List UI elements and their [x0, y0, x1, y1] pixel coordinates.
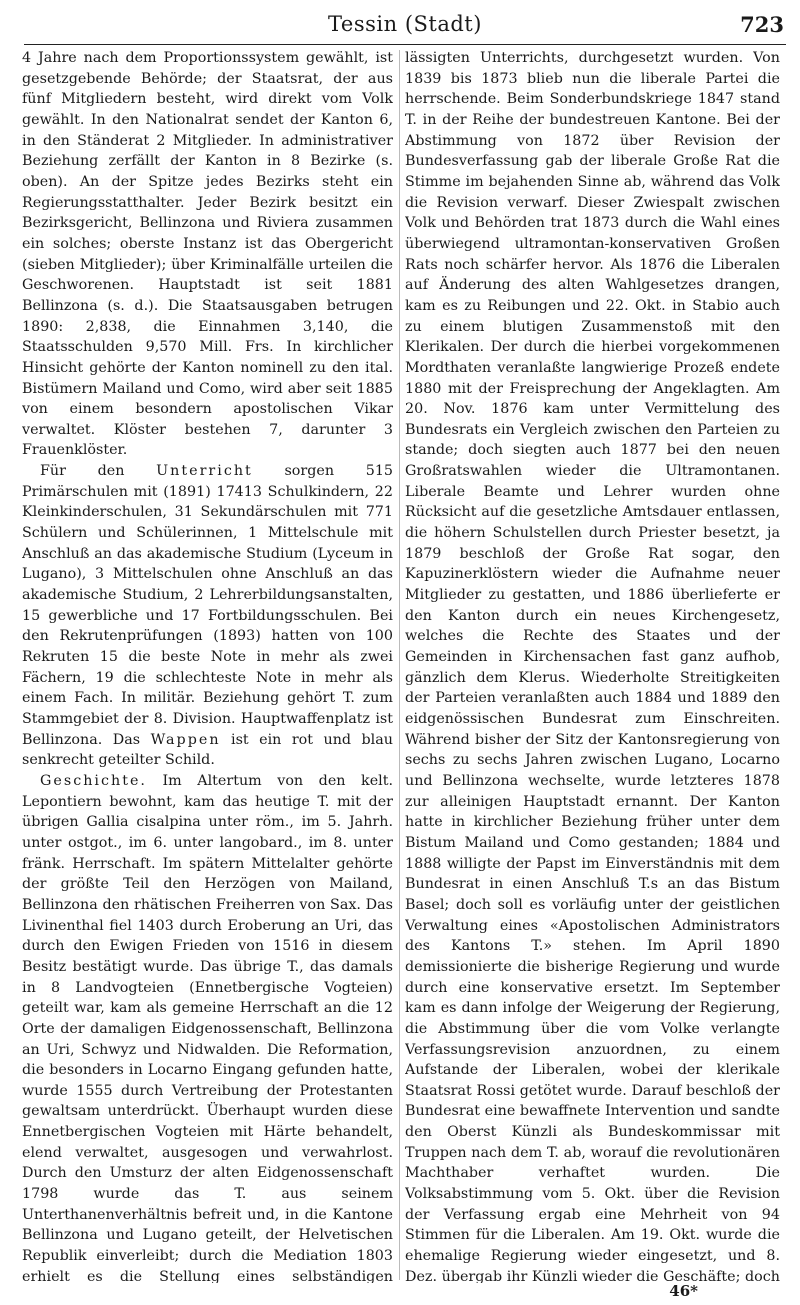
spaced-heading-geschichte: Geschichte.	[40, 772, 147, 789]
paragraph-history	[22, 771, 393, 1283]
text-run: sorgen 515 Primärschulen mit (1891) 17413 Schulkindern, 22 Kleinkinderschulen, 31 Sekundärschulen mit 771 Schülern und Schülerinnen, 1 Mittelschule mit Anschluß an das akademische Studium (Lyceum in Lugano), 3 Mittelschulen ohne Anschluß an das akademische Studium, 2 Lehrerbildungsanstalten, 15 gewerbliche und 17 Fortbildungsschulen. Bei den Rekrutenprüfungen (1893) hatten von 100 Rekruten 15 die beste Note in mehr als zwei Fächern, 19 die schlechteste Note in mehr als einem Fach. In militär. Beziehung gehört T. zum Stammgebiet der 8. Division. Hauptwaffenplatz ist Bellinzona. Das	[22, 463, 393, 748]
page-number: 723	[740, 12, 784, 37]
running-head: Tessin (Stadt)	[328, 12, 482, 36]
left-column	[22, 48, 393, 1283]
paragraph-history-continued: lässigten Unterrichts, durchgesetzt wurden. Von 1839 bis 1873 blieb nun die liberale Partei die herrschende. Beim Sonderbundskriege 1847 stand T. in der Reihe der bundestreuen Kantone. Bei der Abstimmung von 1872 über Revision der Bundesverfassung gab der liberale Große Rat die Stimme im bejahenden Sinne ab, während das Volk die Revision verwarf. Dieser Zwiespalt zwischen Volk und Behörden trat 1873 durch die Wahl eines überwiegend ultramontan-konservativen Großen Rats noch schärfer hervor. Als 1876 die Liberalen auf Änderung des alten Wahlgesetzes drangen, kam es zu Reibungen und 22. Okt. in Stabio auch zu einem blutigen Zusammenstoß mit den Klerikalen. Der durch die hierbei vorgekommenen Mordthaten veranlaßte langwierige Prozeß endete 1880 mit der Freisprechung der Angeklagten. Am 20. Nov. 1876 kam unter Vermittelung des Bundesrats ein Vergleich zwischen den Parteien zu stande; doch siegten auch 1877 bei den neuen Großratswahlen wieder die Ultramontanen. Liberale Beamte und Lehrer wurden ohne Rücksicht auf die gesetzliche Amtsdauer entlassen, die höhern Schulstellen durch Priester besetzt, ja 1879 beschloß der Große Rat sogar, den Kapuzinerklöstern wieder die Aufnahme neuer Mitglieder zu gestatten, und 1886 überlieferte er den Kanton durch ein neues Kirchengesetz, welches die Rechte des Staates und der Gemeinden in Kirchensachen fast ganz aufhob, gänzlich dem Klerus. Wiederholte Streitigkeiten der Parteien veranlaßten auch 1884 und 1889 den eidgenössischen Bundesrat zum Einschreiten. Während bisher der Sitz der Kantonsregierung von sechs zu sechs Jahren zwischen Lugano, Locarno und Bellinzona wechselte, wurde letzteres 1878 zur alleinigen Hauptstadt ernannt. Der Kanton hatte in kirchlicher Beziehung früher unter dem Bistum Mailand und Como gestanden; 1884 und 1888 willigte der Papst im Einverständnis mit dem Bundesrat in einen Anschluß T.s an das Bistum Basel; doch soll es vorläufig unter der geistlichen Verwaltung eines «Apostolischen Administrators des Kantons T.» stehen. Im April 1890 demissionierte die bisherige Regierung und wurde durch eine konservative ersetzt. Im September kam es dann infolge der Weigerung der Regierung, die Abstimmung über die vom Volke verlangte Verfassungsrevision anzuordnen, zu einem Aufstande der Liberalen, wobei der klerikale Staatsrat Rossi getötet wurde. Darauf beschloß der Bundesrat eine bewaffnete Intervention und sandte den Oberst Künzli als Bundeskommissar mit Truppen nach dem T. ab, worauf die revolutionären Machthaber verhaftet wurden. Die Volksabstimmung vom 5. Okt. über die Revision der Verfassung ergab eine Mehrheit von 94 Stimmen für die Liberalen. Am 19. Okt. wurde die ehemalige Regierung wieder eingesetzt, und 8. Dez. übergab ihr Künzli wieder die Geschäfte; doch	[405, 50, 780, 1283]
paragraph-education	[22, 461, 393, 771]
spaced-heading-unterricht: Unterricht	[156, 463, 253, 480]
paragraph-constitution: 4 Jahre nach dem Proportionssystem gewählt, ist gesetzgebende Behörde; der Staatsrat, der aus fünf Mitgliedern besteht, wird direkt vom Volk gewählt. In den Nationalrat sendet der Kanton 6, in den Ständerat 2 Mitglieder. In administrativer Beziehung zerfällt der Kanton in 8 Bezirke (s. oben). An der Spitze jedes Bezirks steht ein Regierungsstatthalter. Jeder Bezirk besitzt ein Bezirksgericht, Bellinzona und Riviera zusammen ein solches; oberste Instanz ist das Obergericht (sieben Mitglieder); über Kriminalfälle urteilen die Geschworenen. Hauptstadt ist seit 1881 Bellinzona (s. d.). Die Staatsausgaben betrugen 1890: 2,838, die Einnahmen 3,140, die Staatsschulden 9,570 Mill. Frs. In kirchlicher Hinsicht gehörte der Kanton nominell zu den ital. Bistümern Mailand und Como, wird aber seit 1885 von einem besondern apostolischen Vikar verwaltet. Klöster bestehen 7, darunter 3 Frauenklöster.	[22, 50, 393, 459]
text-run: ist ein rot und blau senkrecht geteilter Schild.	[22, 731, 393, 769]
text-run: Im Altertum von den kelt. Lepontiern bewohnt, kam das heutige T. mit der übrigen Gallia cisalpina unter röm., im 5. Jahrh. unter ostgot., im 6. unter langobard., im 8. unter fränk. Herrschaft. Im spätern Mittelalter gehörte der größte Teil den Herzögen von Mailand, Bellinzona den rhätischen Freiherren von Sax. Das Livinenthal fiel 1403 durch Eroberung an Uri, das durch den Ewigen Frieden von 1516 in diesem Besitz bestätigt wurde. Das übrige T., das damals in 8 Landvogteien (Ennetbergische Vogteien) geteilt war, kam als gemeine Herrschaft an die 12 Orte der damaligen Eidgenossenschaft, Bellinzona an Uri, Schwyz und Nidwalden. Die Reformation, die besonders in Locarno Eingang gefunden hatte, wurde 1555 durch Vertreibung der Protestanten gewaltsam unterdrückt. Überhaupt wurden diese Ennetbergischen Vogteien mit Härte behandelt, elend verwaltet, ausgesogen und verwahrlost. Durch den Umsturz der alten Eidgenossenschaft 1798 wurde das T. aus seinem Unterthanenverhältnis befreit und, in die Kantone Bellinzona und Lugano geteilt, der Helvetischen Republik einverleibt; durch die Mediation 1803 erhielt es die Stellung eines selbständigen	[22, 772, 393, 1283]
right-column	[405, 48, 780, 1283]
page-header	[24, 6, 786, 45]
column-divider	[399, 50, 400, 1280]
spaced-heading-wappen: Wappen	[150, 731, 221, 748]
signature-mark: 46*	[669, 1282, 698, 1300]
text-run: Für den	[40, 463, 125, 480]
